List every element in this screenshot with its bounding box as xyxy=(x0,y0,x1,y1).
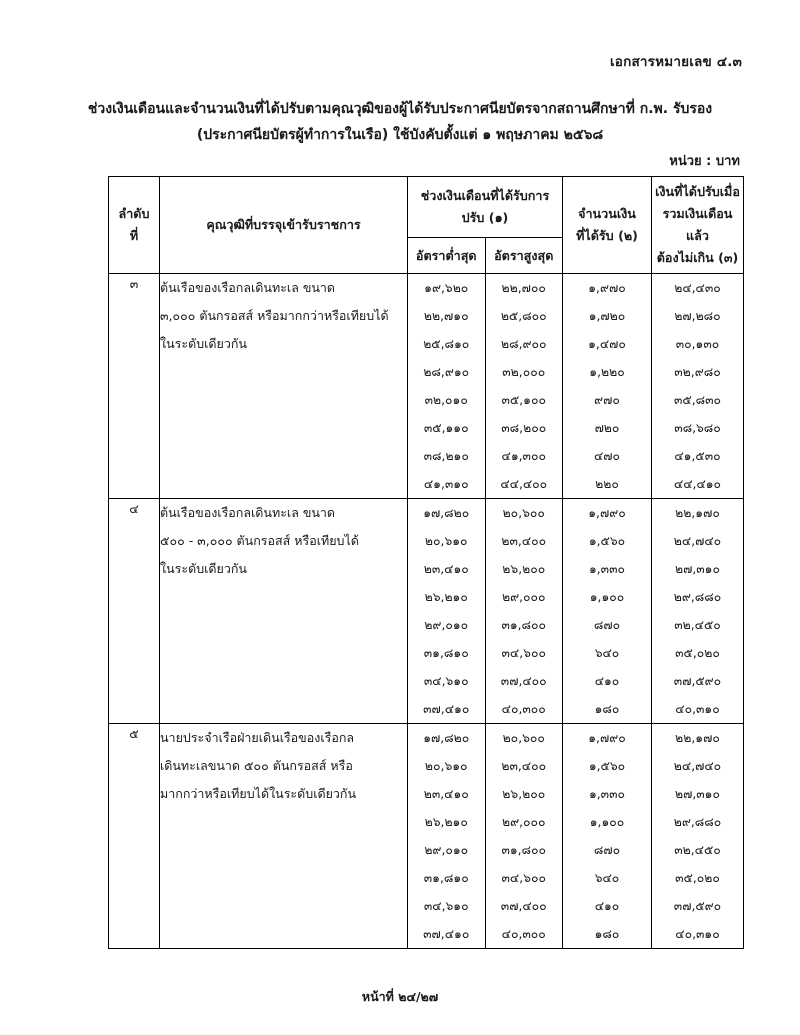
cell-min-rate-value: ๒๙,๐๑๐ xyxy=(424,843,469,857)
cell-total-value: ๒๔,๗๔๐ xyxy=(673,759,722,773)
table-body xyxy=(109,274,744,949)
cell-min-rate-value: ๓๘,๒๑๐ xyxy=(423,449,469,463)
cell-min-rate-value: ๒๓,๔๑๐ xyxy=(423,787,469,801)
cell-min-rate-value: ๓๑,๘๑๐ xyxy=(423,646,469,660)
header-min-rate: อัตราต่ำสุด xyxy=(408,238,486,274)
cell-max-rate-value: ๔๑,๓๐๐ xyxy=(501,449,546,463)
cell-amount-value: ๑,๙๗๐ xyxy=(588,281,626,295)
cell-amount-value: ๗๒๐ xyxy=(594,421,620,435)
header-total-line-1: เงินที่ได้ปรับเมื่อ xyxy=(655,184,740,199)
cell-total-value: ๓๒,๙๘๐ xyxy=(674,365,721,379)
cell-amount-value: ๔๗๐ xyxy=(593,449,621,463)
cell-amount-value: ๑,๓๓๐ xyxy=(588,562,626,576)
cell-min-rate-value: ๓๗,๔๑๐ xyxy=(423,927,470,941)
cell-total-value: ๒๙,๘๘๐ xyxy=(673,590,722,604)
cell-max-rate xyxy=(485,499,563,724)
cell-amount-value: ๑,๒๒๐ xyxy=(589,365,625,379)
header-total xyxy=(652,177,744,274)
cell-min-rate xyxy=(408,499,486,724)
cell-amount-value: ๑,๗๒๐ xyxy=(588,309,626,323)
cell-max-rate-value: ๓๔,๖๐๐ xyxy=(501,871,546,885)
cell-total-value: ๒๙,๘๘๐ xyxy=(673,815,722,829)
cell-amount-value: ๑,๔๗๐ xyxy=(588,337,626,351)
unit-label: หน่วย : บาท xyxy=(669,154,740,169)
table-header-row-1 xyxy=(109,177,744,238)
cell-max-rate-value: ๒๐,๖๐๐ xyxy=(502,506,545,520)
qualification-line: ๕๐๐ - ๓,๐๐๐ ตันกรอสส์ หรือเทียบได้ xyxy=(160,533,359,548)
cell-max-rate-value: ๓๑,๘๐๐ xyxy=(501,843,547,857)
cell-total xyxy=(652,724,744,949)
qualification-line: มากกว่าหรือเทียบได้ในระดับเดียวกัน xyxy=(160,786,357,801)
cell-min-rate xyxy=(408,274,486,499)
cell-amount-value: ๑,๕๖๐ xyxy=(588,759,626,773)
cell-min-rate xyxy=(408,724,486,949)
cell-amount-value: ๑,๑๐๐ xyxy=(589,590,625,604)
cell-amount-value: ๒๒๐ xyxy=(595,477,619,491)
header-total-line-3: ต้องไม่เกิน (๓) xyxy=(656,250,739,265)
cell-total xyxy=(652,499,744,724)
cell-min-rate-value: ๓๑,๘๑๐ xyxy=(423,871,469,885)
cell-max-rate-value: ๒๘,๙๐๐ xyxy=(500,337,547,351)
cell-max-rate-value: ๓๕,๑๐๐ xyxy=(501,393,546,407)
cell-max-rate-value: ๒๓,๔๐๐ xyxy=(501,759,547,773)
cell-total-value: ๓๕,๐๒๐ xyxy=(675,646,720,660)
cell-max-rate-value: ๓๒,๐๐๐ xyxy=(502,365,546,379)
qualification-line: ต้นเรือของเรือกลเดินทะเล ขนาด xyxy=(160,505,336,520)
cell-min-rate-value: ๑๗,๘๒๐ xyxy=(423,506,470,520)
qualification-line: ๓,๐๐๐ ตันกรอสส์ หรือมากกว่าหรือเทียบได้ xyxy=(160,308,389,323)
table-header xyxy=(109,177,744,274)
salary-table-container xyxy=(108,176,744,949)
page-footer: หน้าที่ ๒๔/๒๗ xyxy=(361,989,439,1004)
qualification-line: นายประจำเรือฝ่ายเดินเรือของเรือกล xyxy=(160,730,355,745)
cell-max-rate-value: ๒๙,๐๐๐ xyxy=(501,815,546,829)
cell-amount-value: ๖๔๐ xyxy=(594,871,620,885)
cell-total-value: ๒๒,๑๗๐ xyxy=(675,506,720,520)
document-title xyxy=(0,96,800,148)
header-amount-line-1: จำนวนเงิน xyxy=(578,206,636,221)
cell-amount-value: ๑๘๐ xyxy=(594,927,620,941)
cell-amount xyxy=(563,724,652,949)
cell-amount-value: ๑,๕๖๐ xyxy=(588,534,626,548)
cell-max-rate-value: ๒๖,๒๐๐ xyxy=(502,787,546,801)
header-total-line-2: รวมเงินเดือนแล้ว xyxy=(662,206,733,243)
cell-min-rate-value: ๒๐,๖๑๐ xyxy=(424,759,468,773)
qualification-line: ในระดับเดียวกัน xyxy=(160,561,247,576)
cell-min-rate-value: ๒๙,๐๑๐ xyxy=(424,618,469,632)
cell-total-value: ๓๘,๖๘๐ xyxy=(674,421,721,435)
cell-amount-value: ๘๗๐ xyxy=(593,618,621,632)
cell-amount-value: ๑๘๐ xyxy=(594,702,620,716)
cell-qualification xyxy=(160,499,408,724)
cell-max-rate-value: ๓๗,๔๐๐ xyxy=(500,899,547,913)
cell-total-value: ๔๐,๓๑๐ xyxy=(675,702,720,716)
cell-max-rate-value: ๔๐,๓๐๐ xyxy=(501,702,546,716)
cell-min-rate-value: ๓๗,๔๑๐ xyxy=(423,702,470,716)
cell-total-value: ๓๕,๘๓๐ xyxy=(673,393,722,407)
cell-total xyxy=(652,274,744,499)
cell-amount-value: ๔๑๐ xyxy=(594,674,620,688)
cell-min-rate-value: ๓๔,๖๑๐ xyxy=(423,899,469,913)
cell-min-rate-value: ๓๔,๖๑๐ xyxy=(423,674,469,688)
cell-min-rate-value: ๒๖,๒๑๐ xyxy=(424,590,468,604)
cell-max-rate-value: ๓๘,๒๐๐ xyxy=(501,421,547,435)
header-sequence-line-1: ลำดับ xyxy=(118,206,150,221)
cell-amount-value: ๑,๓๓๐ xyxy=(588,787,626,801)
cell-total-value: ๓๗,๕๙๐ xyxy=(673,674,722,688)
table-row xyxy=(109,724,744,949)
cell-max-rate-value: ๒๙,๐๐๐ xyxy=(501,590,546,604)
table-row xyxy=(109,274,744,499)
header-qualification: คุณวุฒิที่บรรจุเข้ารับราชการ xyxy=(160,177,408,274)
cell-total-value: ๓๗,๕๙๐ xyxy=(673,899,722,913)
qualification-line: ในระดับเดียวกัน xyxy=(160,336,247,351)
document-number: เอกสารหมายเลข ๔.๓ xyxy=(609,54,742,70)
cell-total-value: ๒๔,๔๓๐ xyxy=(674,281,721,295)
cell-total-value: ๒๗,๓๑๐ xyxy=(675,787,720,801)
cell-sequence: ๔ xyxy=(109,499,160,724)
header-amount xyxy=(563,177,652,274)
cell-min-rate-value: ๒๒,๗๑๐ xyxy=(423,309,469,323)
cell-min-rate-value: ๓๒,๐๑๐ xyxy=(424,393,468,407)
cell-max-rate-value: ๔๔,๔๐๐ xyxy=(500,477,548,491)
header-max-rate: อัตราสูงสุด xyxy=(485,238,563,274)
qualification-line: ต้นเรือของเรือกลเดินทะเล ขนาด xyxy=(160,280,336,295)
cell-min-rate-value: ๒๖,๒๑๐ xyxy=(424,815,468,829)
cell-amount-value: ๑,๗๙๐ xyxy=(588,506,626,520)
qualification-line: เดินทะเลขนาด ๕๐๐ ตันกรอสส์ หรือ xyxy=(160,758,353,773)
cell-total-value: ๔๐,๓๑๐ xyxy=(675,927,720,941)
cell-total-value: ๓๒,๔๕๐ xyxy=(674,618,721,632)
cell-amount xyxy=(563,499,652,724)
cell-max-rate-value: ๓๗,๔๐๐ xyxy=(500,674,547,688)
header-salary-range-group: ช่วงเงินเดือนที่ได้รับการปรับ (๑) xyxy=(408,177,563,238)
cell-max-rate-value: ๒๖,๒๐๐ xyxy=(502,562,546,576)
cell-sequence: ๓ xyxy=(109,274,160,499)
cell-min-rate-value: ๔๑,๓๑๐ xyxy=(423,477,469,491)
cell-total-value: ๔๔,๔๑๐ xyxy=(673,477,722,491)
cell-total-value: ๔๑,๕๓๐ xyxy=(674,449,721,463)
cell-amount-value: ๘๗๐ xyxy=(593,843,621,857)
cell-min-rate-value: ๒๕,๘๑๐ xyxy=(423,337,470,351)
cell-qualification xyxy=(160,274,408,499)
cell-qualification xyxy=(160,724,408,949)
cell-min-rate-value: ๒๘,๙๑๐ xyxy=(423,365,470,379)
cell-min-rate-value: ๒๐,๖๑๐ xyxy=(424,534,468,548)
cell-amount-value: ๔๑๐ xyxy=(594,899,620,913)
cell-amount xyxy=(563,274,652,499)
cell-amount-value: ๑,๗๙๐ xyxy=(588,731,626,745)
cell-total-value: ๒๗,๒๘๐ xyxy=(674,309,721,323)
cell-total-value: ๒๒,๑๗๐ xyxy=(675,731,720,745)
cell-max-rate-value: ๒๕,๘๐๐ xyxy=(500,309,547,323)
title-line-2: (ประกาศนียบัตรผู้ทำการในเรือ) ใช้บังคับตั้งแต่ ๑ พฤษภาคม ๒๕๖๘ xyxy=(196,127,604,143)
cell-total-value: ๓๒,๔๕๐ xyxy=(674,843,721,857)
cell-sequence: ๕ xyxy=(109,724,160,949)
cell-total-value: ๓๐,๑๓๐ xyxy=(675,337,720,351)
cell-max-rate-value: ๒๒,๗๐๐ xyxy=(501,281,546,295)
cell-max-rate-value: ๒๓,๔๐๐ xyxy=(501,534,547,548)
table-row xyxy=(109,499,744,724)
cell-max-rate-value: ๓๔,๖๐๐ xyxy=(501,646,546,660)
cell-total-value: ๒๗,๓๑๐ xyxy=(675,562,720,576)
cell-min-rate-value: ๑๗,๘๒๐ xyxy=(423,731,470,745)
cell-amount-value: ๑,๑๐๐ xyxy=(589,815,625,829)
cell-max-rate-value: ๓๑,๘๐๐ xyxy=(501,618,547,632)
header-sequence xyxy=(109,177,160,274)
header-sequence-line-2: ที่ xyxy=(129,228,139,243)
cell-total-value: ๓๕,๐๒๐ xyxy=(675,871,720,885)
cell-min-rate-value: ๒๓,๔๑๐ xyxy=(423,562,469,576)
cell-total-value: ๒๔,๗๔๐ xyxy=(673,534,722,548)
cell-max-rate-value: ๔๐,๓๐๐ xyxy=(501,927,546,941)
cell-min-rate-value: ๓๕,๑๑๐ xyxy=(423,421,469,435)
cell-max-rate xyxy=(485,724,563,949)
cell-min-rate-value: ๑๙,๖๒๐ xyxy=(424,281,469,295)
cell-amount-value: ๙๗๐ xyxy=(594,393,620,407)
cell-amount-value: ๖๔๐ xyxy=(594,646,620,660)
salary-table xyxy=(108,176,744,949)
cell-max-rate xyxy=(485,274,563,499)
header-amount-line-2: ที่ได้รับ (๒) xyxy=(576,228,638,243)
cell-max-rate-value: ๒๐,๖๐๐ xyxy=(502,731,545,745)
title-line-1: ช่วงเงินเดือนและจำนวนเงินที่ได้ปรับตามคุณวุฒิของผู้ได้รับประกาศนียบัตรจากสถานศึกษาที่ ก.พ. รับรอง xyxy=(87,101,713,117)
